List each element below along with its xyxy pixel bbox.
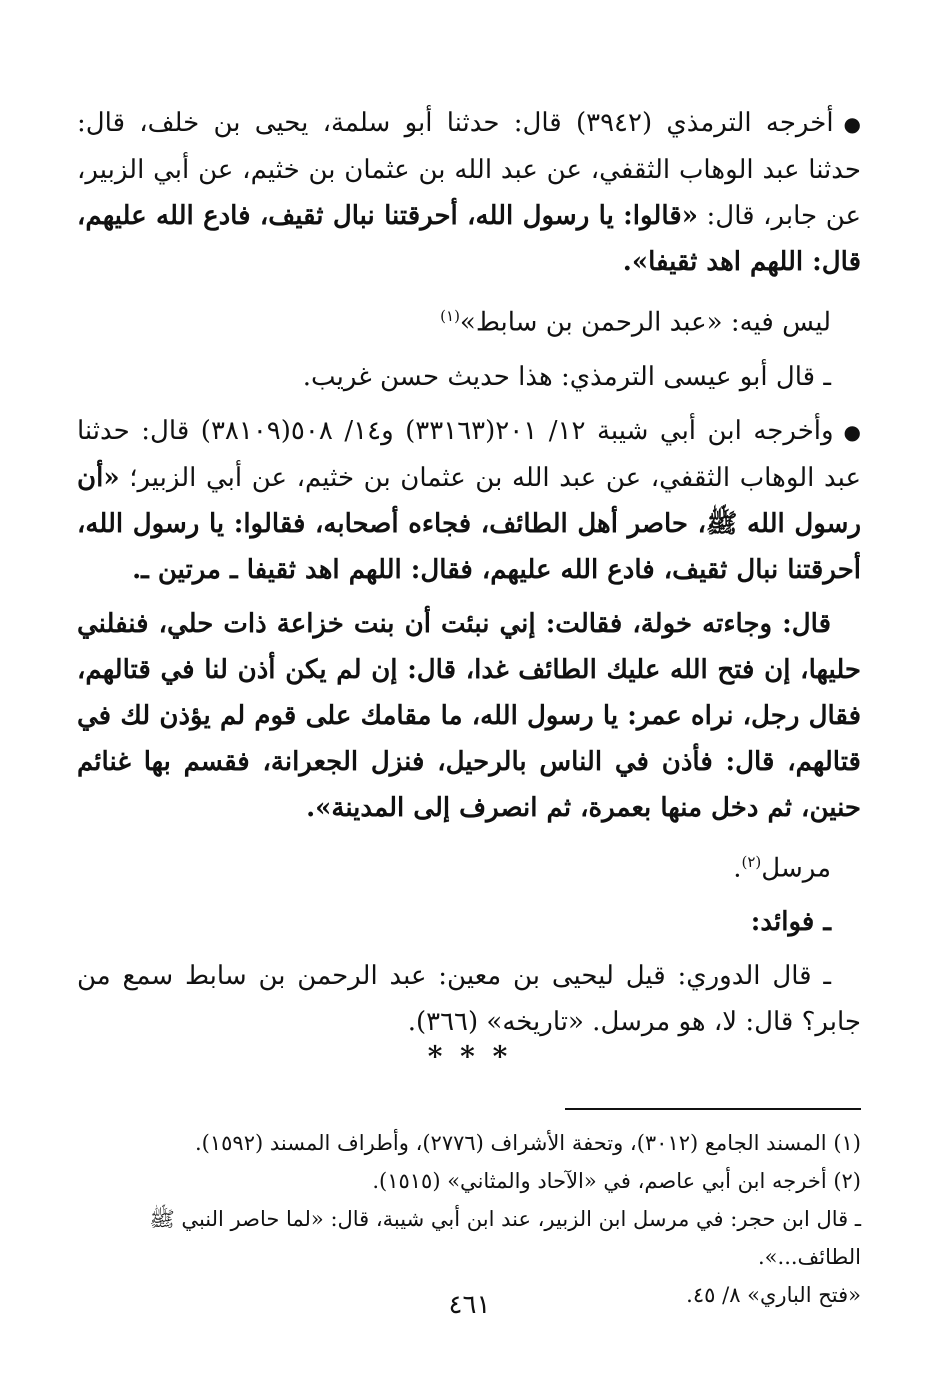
section-separator: * * *	[427, 1040, 512, 1073]
paragraph-duri	[77, 953, 861, 1045]
mursal-text: مرسل	[761, 853, 831, 884]
footnote-ref: (١)	[440, 307, 460, 325]
paragraph-ibn-abi-shayba	[77, 408, 861, 593]
isnad-text: وأخرجه ابن أبي شيبة ١٢/ ٢٠١(٣٣١٦٣) و١٤/ ٥٠٨(٣٨١٠٩) قال: حدثنا عبد الوهاب الثقفي، عن عبد الله بن عثمان بن خثيم، عن أبي الزبير؛	[77, 415, 862, 493]
period: .	[733, 853, 742, 884]
bullet-icon: ●	[843, 112, 861, 136]
isnad-text: أخرجه الترمذي (٣٩٤٢) قال: حدثنا أبو سلمة، يحيى بن خلف، قال: حدثنا عبد الوهاب الثقفي، عن عبد الله بن عثمان بن خثيم، عن أبي الزبير، عن جابر، قال:	[77, 108, 861, 231]
footnote-ref: (٢)	[741, 852, 762, 871]
page-number: ٤٦١	[448, 1290, 491, 1320]
footnote-1: (١) المسند الجامع (٣٠١٢)، وتحفة الأشراف (٢٧٧٦)، وأطراف المسند (١٥٩٢).	[195, 1131, 861, 1155]
footnote-divider	[565, 1108, 861, 1110]
main-text	[77, 100, 861, 1053]
note-text: ليس فيه: «عبد الرحمن بن سابط»	[459, 307, 831, 338]
grading-text: ـ قال أبو عيسى الترمذي: هذا حديث حسن غريب.	[302, 361, 831, 392]
hadith-quote: «قالوا: يا رسول الله، أحرقتنا نبال ثقيف، فادع الله عليهم، قال: اللهم اهد ثقيفا».	[77, 201, 861, 277]
duri-text: ـ قال الدوري: قيل ليحيى بن معين: عبد الرحمن بن سابط سمع من جابر؟ قال: لا، هو مرسل. «تاريخه» (٣٦٦).	[77, 961, 861, 1038]
bullet-icon: ●	[843, 419, 861, 444]
paragraph-note	[77, 293, 861, 346]
paragraph-grading	[77, 354, 861, 400]
hadith-quote: «أن رسول الله ﷺ، حاصر أهل الطائف، فجاءه أصحابه، فقالوا: يا رسول الله، أحرقتنا نبال ثقيف، فادع الله عليهم، فقال: اللهم اهد ثقيفا ـ مرتين ـ.	[77, 462, 861, 585]
footnotes	[77, 1124, 861, 1314]
footnote-2-source: «فتح الباري» ٨/ ٤٥.	[686, 1283, 861, 1307]
paragraph-mursal	[77, 839, 861, 892]
hadith-continuation: قال: وجاءته خولة، فقالت: إني نبئت أن بنت خزاعة ذات حلي، فنفلني حليها، إن فتح الله عليك الطائف غدا، قال: إن لم يكن أذن لنا في قتالهم، فقال رجل، نراه عمر: يا رسول الله، ما مقامك على قوم لم يؤذن لك في قتالهم، قال: فأذن في الناس بالرحيل، فنزل الجعرانة، فقسم بها غنائم حنين، ثم دخل منها بعمرة، ثم انصرف إلى المدينة».	[77, 608, 861, 823]
footnote-2: (٢) أخرجه ابن أبي عاصم، في «الآحاد والمثاني» (١٥١٥).	[372, 1169, 861, 1193]
footnote-2-cont: ـ قال ابن حجر: في مرسل ابن الزبير، عند ابن أبي شيبة، قال: «لما حاصر النبي ﷺ الطائف...».	[149, 1207, 861, 1269]
paragraph-benefits-heading	[77, 899, 861, 945]
benefits-heading: ـ فوائد:	[750, 907, 831, 938]
paragraph-khawla	[77, 601, 861, 831]
paragraph-tirmidhi-chain	[77, 100, 861, 285]
